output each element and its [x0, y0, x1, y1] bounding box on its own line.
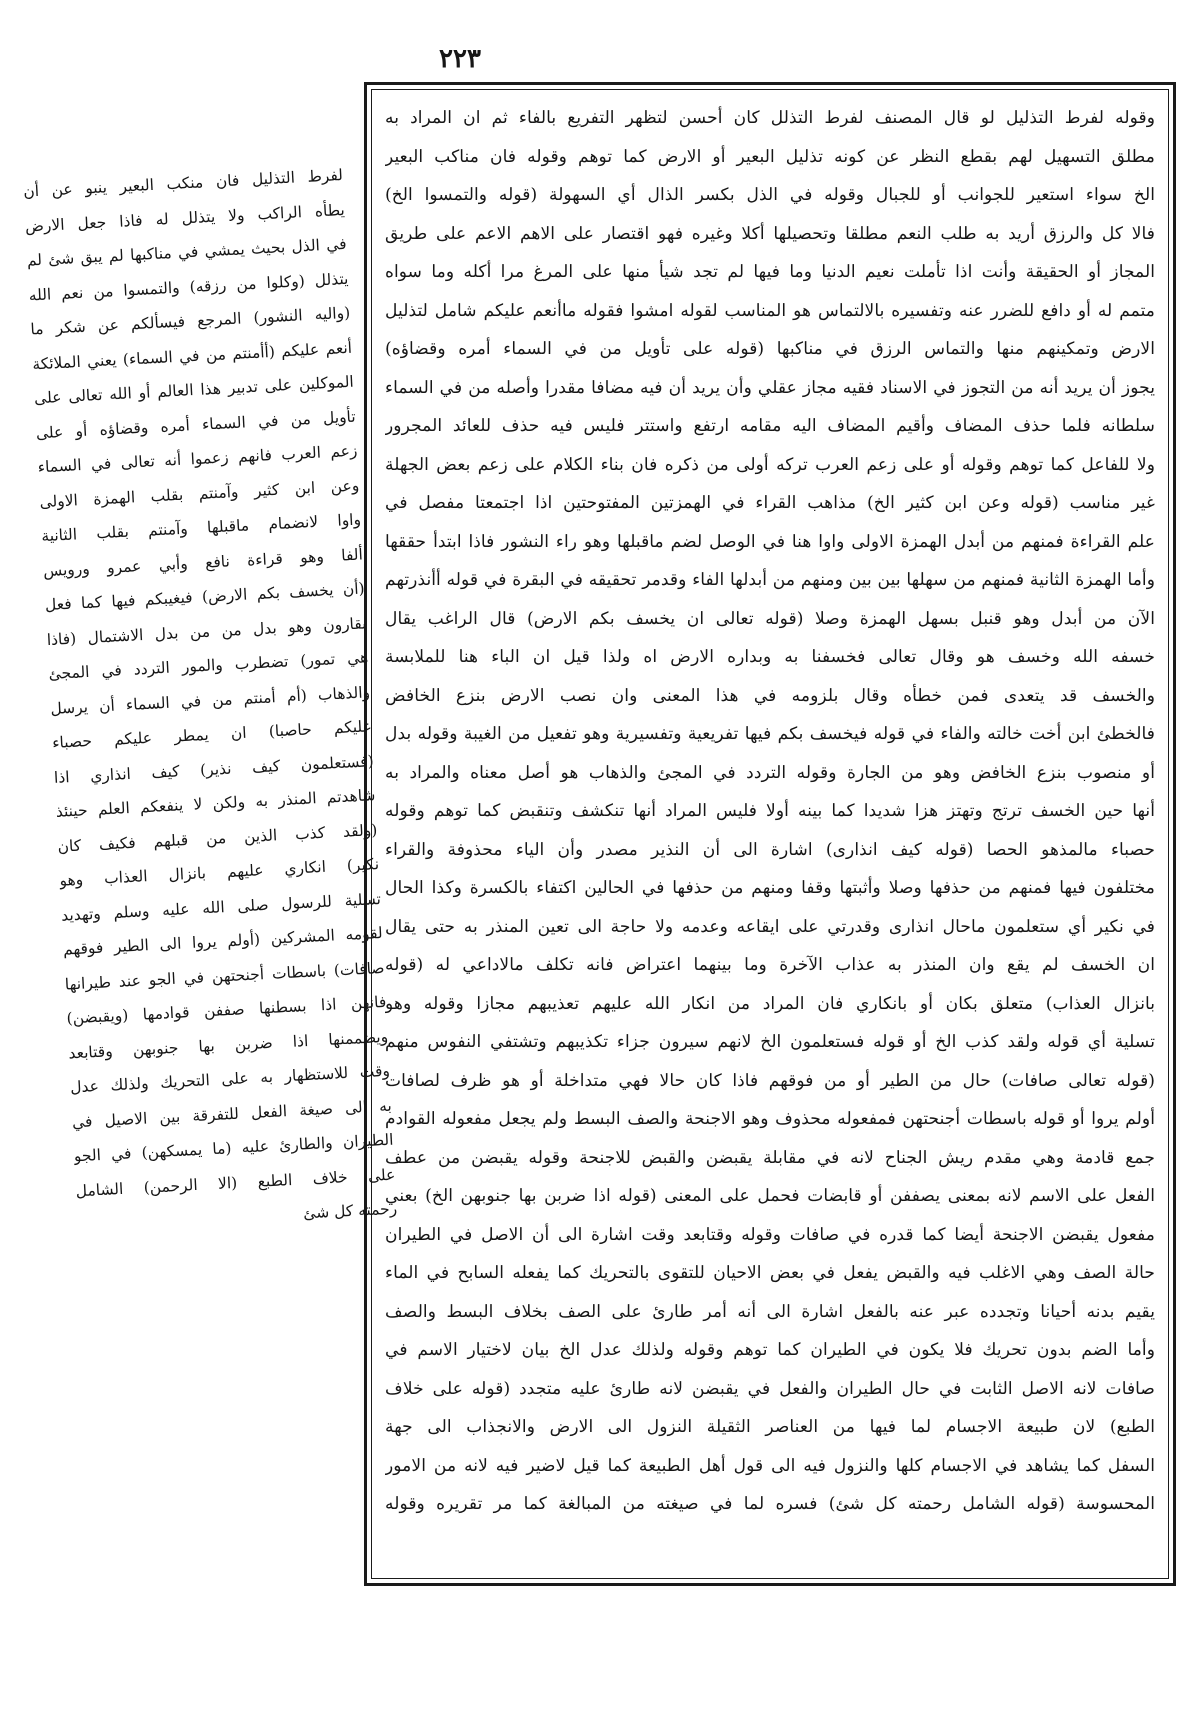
commentary-text	[385, 99, 1155, 1524]
text-line: مختلفون فيها فمنهم من حذفها وصلا وأثبتها وقفا ومنهم من حذفها في الحالين اكتفاء بالكسرة وكذا الحال	[385, 878, 1155, 898]
text-line: الخ سواء استعير للجوانب أو للجبال وقوله في الذل بكسر الذال أي السهولة (قوله والتمسوا الخ)	[385, 185, 1155, 205]
margin-line: هي تمور) تضطرب والمور التردد في المجئ	[48, 648, 369, 684]
margin-line: على خلاف الطبع (الا الرحمن) الشامل	[75, 1165, 396, 1200]
text-line: السفل كما يشاهد في الاجسام كلها والنزول فيه الى قول أهل الطبيعة كما قيل لاضير فيه لانه من الامور	[385, 1455, 1155, 1476]
margin-line: تسلية للرسول صلى الله عليه وسلم وتهديد	[60, 889, 382, 925]
margin-line: أنعم عليكم (أأمنتم من في السماء) يعني الملائكة	[31, 338, 353, 373]
margin-line: (ولقد كذب الذين من قبلهم فكيف كان	[57, 820, 378, 856]
text-line: في نكير أي ستعلمون ماحال انذارى وقدرتي على ايقاعه وعدمه ولا حاجة الى تعين المنذر به حتى يقال	[385, 916, 1155, 937]
margin-line: تأويل من في السماء أمره وقضاؤه أو على	[35, 407, 356, 442]
text-line: فالا كل والرزق أريد به طلب النعم مطلقا وتحصيلها أكلا وغيره فهو اقتصار على الاهم الاعم على طريق	[385, 223, 1155, 244]
margin-text	[22, 158, 398, 1243]
margin-line: واوا لانضمام ماقبلها وآمنتم بقلب الثانية	[40, 510, 362, 546]
margin-line: والذهاب (أم أمنتم من في السماء أن يرسل	[49, 682, 371, 718]
text-line: جمع قادمة وهي مقدم ريش الجناح لانه في مقابلة يقبضن والقبض للاجنحة وقوله يقبضن من عطف	[385, 1147, 1155, 1168]
text-line: الطبع) لان طبيعة الاجسام لما فيها من العناصر الثقيلة النزول الى الارض والانجذاب الى جهة	[385, 1417, 1155, 1437]
margin-line: ويضممنها اذا ضربن بها جنوبهن وقتابعد	[67, 1027, 389, 1063]
margin-line: (فستعلمون كيف نذير) كيف انذاري اذا	[53, 751, 375, 787]
margin-line: الطيران والطارئ عليه (ما يمسكهن) في الجو	[73, 1130, 394, 1166]
margin-line: فانهن اذا بسطنها صففن قوادمها (ويقبضن)	[66, 992, 387, 1028]
margin-line: زعم العرب فانهم زعموا أنه تعالى في السماء	[37, 441, 358, 477]
text-line: وقوله لفرط التذليل لو قال المصنف لفرط التذلل كان أحسن لتظهر التفريع بالفاء ثم ان المراد به	[385, 108, 1155, 128]
text-line: والخسف قد يتعدى فمن خطأه وقال بلزومه في هذا المعنى وان نصب الارض بنزع الخافض	[385, 685, 1155, 706]
text-line: أنها حين الخسف ترتج وتهتز هزا شديدا كما بينه أولا فليس المراد أنها تنكشف وتنقبض كما توهم وقوله	[385, 801, 1155, 821]
text-line: خسفه الله وخسف هو وقال تعالى فخسفنا به وبداره الارض اه ولذا قيل ان الباء هنا للملابسة	[385, 647, 1155, 667]
margin-line: عليكم حاصبا) ان يمطر عليكم حصباء	[51, 717, 373, 752]
text-line: علم القراءة فمنهم من أبدل الهمزة الاولى واوا هنا في الوصل لضم ماقبلها وهو راء النشور فاذا ابتدأ حققها	[385, 531, 1155, 552]
text-line: (قوله تعالى صافات) حال من الطير أو من فوقهم فاذا كان حالا فهي متداخلة أو هو ظرف لصافات	[385, 1070, 1155, 1091]
text-line: وأما الضم بدون تحريك فلا يكون في الطيران كما توهم وقوله ولذلك عدل الخ بيان لاختيار الاسم في	[385, 1340, 1155, 1360]
text-line: متمم له أو دافع للضرر عنه وتفسيره بالالتماس هو المناسب لقوله امشوا فقوله ماأنعم عليكم شامل لتذليل	[385, 300, 1155, 321]
margin-line: لفرط التذليل فان منكب البعير ينبو عن أن	[22, 165, 344, 201]
text-line: المحسوسة (قوله الشامل رحمته كل شئ) فسره لما في صيغته من المبالغة كما مر تقريره وقوله	[385, 1494, 1155, 1514]
margin-line: وقت للاستظهار به على التحريك ولذلك عدل	[69, 1061, 391, 1097]
text-line: غير مناسب (قوله وعن ابن كثير الخ) مذاهب القراء في الهمزتين المفتوحتين اذا اجتمعتا مفصل في	[385, 493, 1155, 513]
margin-line: (واليه النشور) المرجع فيسألكم عن شكر ما	[30, 303, 351, 339]
text-line: صافات لانه الاصل الثابت في حال الطيران والفعل في يقبضن لانه طارئ عليه متجدد (قوله على خلاف	[385, 1378, 1155, 1399]
text-line: وأما الهمزة الثانية فمنهم من سهلها بين بين ومنهم من أبدلها الفاء وقدمر تحقيقه في البقرة في قوله أأنذرتهم	[385, 570, 1155, 590]
text-line: مطلق التسهيل لهم بقطع النظر عن كونه تذليل البعير أو الارض كما توهم وقوله فان مناكب البعير	[385, 146, 1155, 167]
margin-line: شاهدتم المنذر به ولكن لا ينفعكم العلم حينئذ	[55, 786, 376, 821]
margin-line: لقومه المشركين (أولم يروا الى الطير فوقهم	[62, 923, 384, 959]
margin-line: رحمته كل شئ	[302, 1199, 398, 1223]
main-text-frame	[364, 82, 1176, 1586]
margin-line: يطأه الراكب ولا يتذلل له فاذا جعل الارض	[24, 200, 346, 236]
margin-line: (أن يخسف بكم الارض) فيغيبكم فيها كما فعل	[44, 579, 366, 615]
margin-line: يتذلل (وكلوا من رزقه) والتمسوا من نعم الله	[28, 269, 349, 305]
text-line: الارض وتمكينهم منها والتماس الرزق في مناكبها (قوله على تأويل من في السماء أمره وقضاؤه)	[385, 339, 1155, 359]
margin-line: الموكلين على تدبير هذا العالم أو الله تعالى على	[33, 372, 355, 408]
text-line: حالة الصف وهي الاغلب فيه والقبض يفعل في بعض الاحيان للتقوى بالتحريك كما يفعله السابح في الماء	[385, 1263, 1155, 1283]
margin-line: صافات) باسطات أجنحتهن في الجو عند طيرانها	[64, 958, 385, 994]
text-line: بانزال العذاب) متعلق بكان أو بانكاري فان المراد من انكار الله عليهم تعذيبهم مجازا وقوله وهو	[385, 993, 1155, 1014]
text-line: فالخطئ ابن أخت خالته والفاء في قوله فيخسف بكم فيها تفريعية وتفسيرية وهو تفعيل من الغيبة وقوله بدل	[385, 724, 1155, 744]
text-line: أو منصوب بنزع الخافض وهو من الجارة وقوله التردد في المجئ والذهاب هو أصل معناه والمراد به	[385, 762, 1155, 783]
margin-line: بقارون وهو بدل من من بدل الاشتمال (فاذا	[46, 613, 367, 649]
text-line: الآن من أبدل وهو قنبل بسهل الهمزة وصلا (قوله تعالى ان يخسف بكم الارض) قال الراغب يقال	[385, 608, 1155, 629]
text-line: الفعل على الاسم لانه بمعنى يصففن أو قابضات فحمل على المعنى (قوله اذا ضربن بها جنوبهن الخ) بعني	[385, 1186, 1155, 1206]
page-number: ٢٢٣	[439, 44, 481, 74]
text-line: مفعول يقبضن الاجنحة أيضا كما قدره في صافات وقوله وقتابعد وقت اشارة الى أن الاصل في الطيران	[385, 1224, 1155, 1245]
margin-line: ألفا وهو قراءة نافع وأبي عمرو ورويس	[42, 544, 364, 580]
text-line: سلطانه فلما حذف المضاف وأقيم المضاف اليه مقامه ارتفع واستتر فليس فيه حذف للعائد المجرور	[385, 416, 1155, 436]
margin-line: في الذل بحيث يمشي في مناكبها لم يبق شئ لم	[26, 234, 347, 270]
text-line: المجاز أو الحقيقة وأنت اذا تأملت نعيم الدنيا وما فيها لم تجد شيأ منها على المرغ مرا أكله وما سواه	[385, 262, 1155, 282]
margin-line: وعن ابن كثير وآمنتم بقلب الهمزة الاولى	[39, 476, 360, 511]
margin-line: به الى صيغة الفعل للتفرقة بين الاصيل في	[71, 1096, 393, 1131]
text-line: حصباء مالمذهو الحصا (قوله كيف انذارى) اشارة الى أن النذير مصدر وأن الياء محذوفة والقراء	[385, 839, 1155, 860]
text-line: يجوز أن يريد أنه من التجوز في الاسناد فقيه مجاز عقلي وأن يريد أن فيه مضافا مقدرا وأصله من في السماء	[385, 377, 1155, 398]
margin-line: نكير) انكاري عليهم بانزال العذاب وهو	[58, 855, 380, 890]
text-line: أولم يروا أو قوله باسطات أجنحتهن فمفعوله محذوف وهو الاجنحة والصف البسط ولم يجعل مفعوله القوادم	[385, 1109, 1155, 1129]
text-line: ولا للفاعل كما توهم وقوله أو على زعم العرب تركه أولى من ذكره فان بناء الكلام على زعم بعض الجهلة	[385, 454, 1155, 475]
text-line: تسلية أي قوله ولقد كذب الخ أو قوله فستعلمون الخ لانهم سيرون جزاء تكذيبهم وتشتفي النفوس منهم	[385, 1032, 1155, 1052]
text-line: ان الخسف لم يقع وان المنذر به عذاب الآخرة وما بينهما اعتراض فانه تكلف مالاداعي له (قوله	[385, 955, 1155, 975]
text-line: يقيم بدنه أحيانا وتجدده عبر عنه بالفعل اشارة الى أنه أمر طارئ على الصف بخلاف البسط والصف	[385, 1301, 1155, 1322]
